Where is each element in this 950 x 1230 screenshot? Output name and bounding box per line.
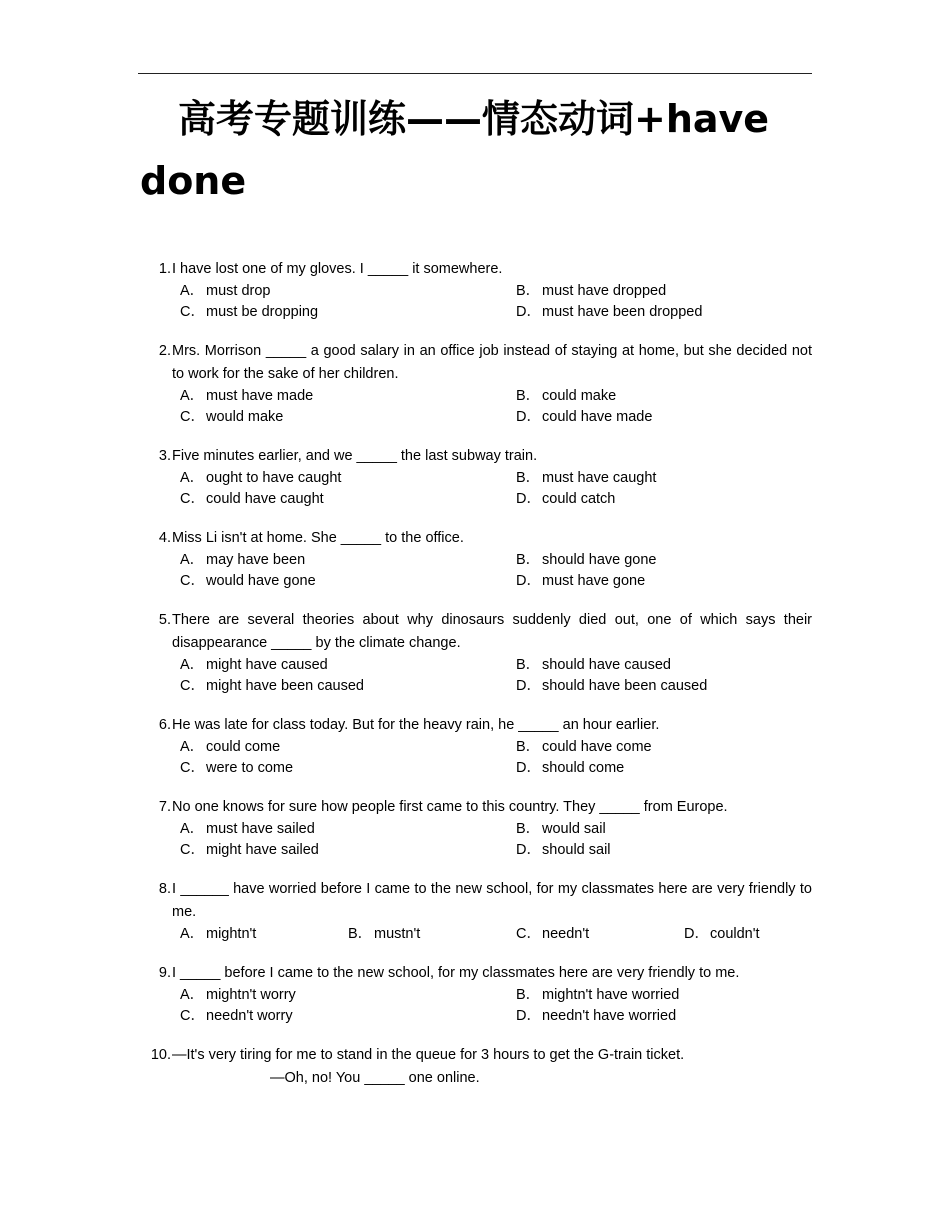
options [140,386,812,428]
question-5 [140,609,812,697]
option-d: D．should come [516,760,625,776]
question-1 [140,258,812,323]
question-stem: No one knows for sure how people first came to this country. They _____ from Europe. [172,799,728,815]
question-number: 9. [158,965,171,981]
question-10 [140,1044,812,1090]
option-b: B． could make [516,388,617,404]
option-a: A． must have made [180,388,314,404]
question-6 [140,714,812,779]
option-d: D．could have made [516,409,653,425]
option-a: A． could come [180,739,281,755]
option-b: B． should have caused [516,657,671,673]
option-a: A． mightn't worry [180,987,296,1003]
option-c: C．might have sailed [180,842,319,858]
option-a: A． must have sailed [180,821,315,837]
options [140,655,812,697]
option-c: C．needn't worry [180,1008,293,1024]
option-b: B． must have caught [516,470,657,486]
question-2 [140,340,812,428]
option-a: A． may have been [180,552,306,568]
question-7 [140,796,812,861]
option-c: C．must be dropping [180,304,319,320]
question-4 [140,527,812,592]
question-stem: Miss Li isn't at home. She _____ to the office. [172,530,464,546]
option-b: B． mightn't have worried [516,987,680,1003]
question-stem: Mrs. Morrison _____ a good salary in an office job instead of staying at home, but she decided not to work for the sake of her children. [172,343,812,382]
option-a: A． mightn't [180,926,257,942]
question-stem: Five minutes earlier, and we _____ the last subway train. [172,448,538,464]
option-d: D．could catch [516,491,616,507]
option-a: A． must drop [180,283,271,299]
question-number: 1. [158,261,171,277]
question-stem: He was late for class today. But for the heavy rain, he _____ an hour earlier. [172,717,660,733]
option-d: D．couldn't [684,926,760,942]
options [140,468,812,510]
options [140,985,812,1027]
option-b: B． could have come [516,739,652,755]
question-number: 8. [158,881,171,897]
question-9 [140,962,812,1027]
option-b: B． must have dropped [516,283,667,299]
option-b: B． would sail [516,821,606,837]
question-number: 10. [150,1047,171,1063]
option-c: C．were to come [180,760,294,776]
page-title: 高考专题训练——情态动词+have done [140,97,770,203]
option-d: D．must have gone [516,573,646,589]
option-c: C．would have gone [180,573,316,589]
options [140,550,812,592]
option-c: C．might have been caused [180,678,364,694]
dialog-line-1: —It's very tiring for me to stand in the queue for 3 hours to get the G-train ticket. [172,1047,685,1063]
question-number: 6. [158,717,171,733]
option-b: B． should have gone [516,552,657,568]
option-d: D．should have been caused [516,678,708,694]
header-rule [138,73,812,74]
option-b: B． mustn't [348,926,421,942]
option-a: A． might have caused [180,657,328,673]
question-stem: There are several theories about why dinosaurs suddenly died out, one of which says their disappearance _____ by the climate change. [172,612,812,651]
option-d: D．must have been dropped [516,304,703,320]
option-c: C．needn't [516,926,590,942]
question-8 [140,878,812,945]
option-a: A． ought to have caught [180,470,342,486]
question-stem: I ______ have worried before I came to the new school, for my classmates here are very friendly to me. [172,881,812,920]
question-number: 5. [158,612,171,628]
option-d: D．needn't have worried [516,1008,677,1024]
question-number: 3. [158,448,171,464]
options [140,819,812,861]
options [140,737,812,779]
question-number: 4. [158,530,171,546]
question-stem: I _____ before I came to the new school, for my classmates here are very friendly to me. [172,965,740,981]
dialog-line-2: —Oh, no! You _____ one online. [270,1070,480,1086]
options [140,924,812,945]
question-number: 2. [158,343,171,359]
question-list [140,258,812,1107]
option-d: D．should sail [516,842,611,858]
question-number: 7. [158,799,171,815]
question-stem: I have lost one of my gloves. I _____ it somewhere. [172,261,503,277]
option-c: C．could have caught [180,491,324,507]
question-3 [140,445,812,510]
option-c: C．would make [180,409,284,425]
options [140,281,812,323]
